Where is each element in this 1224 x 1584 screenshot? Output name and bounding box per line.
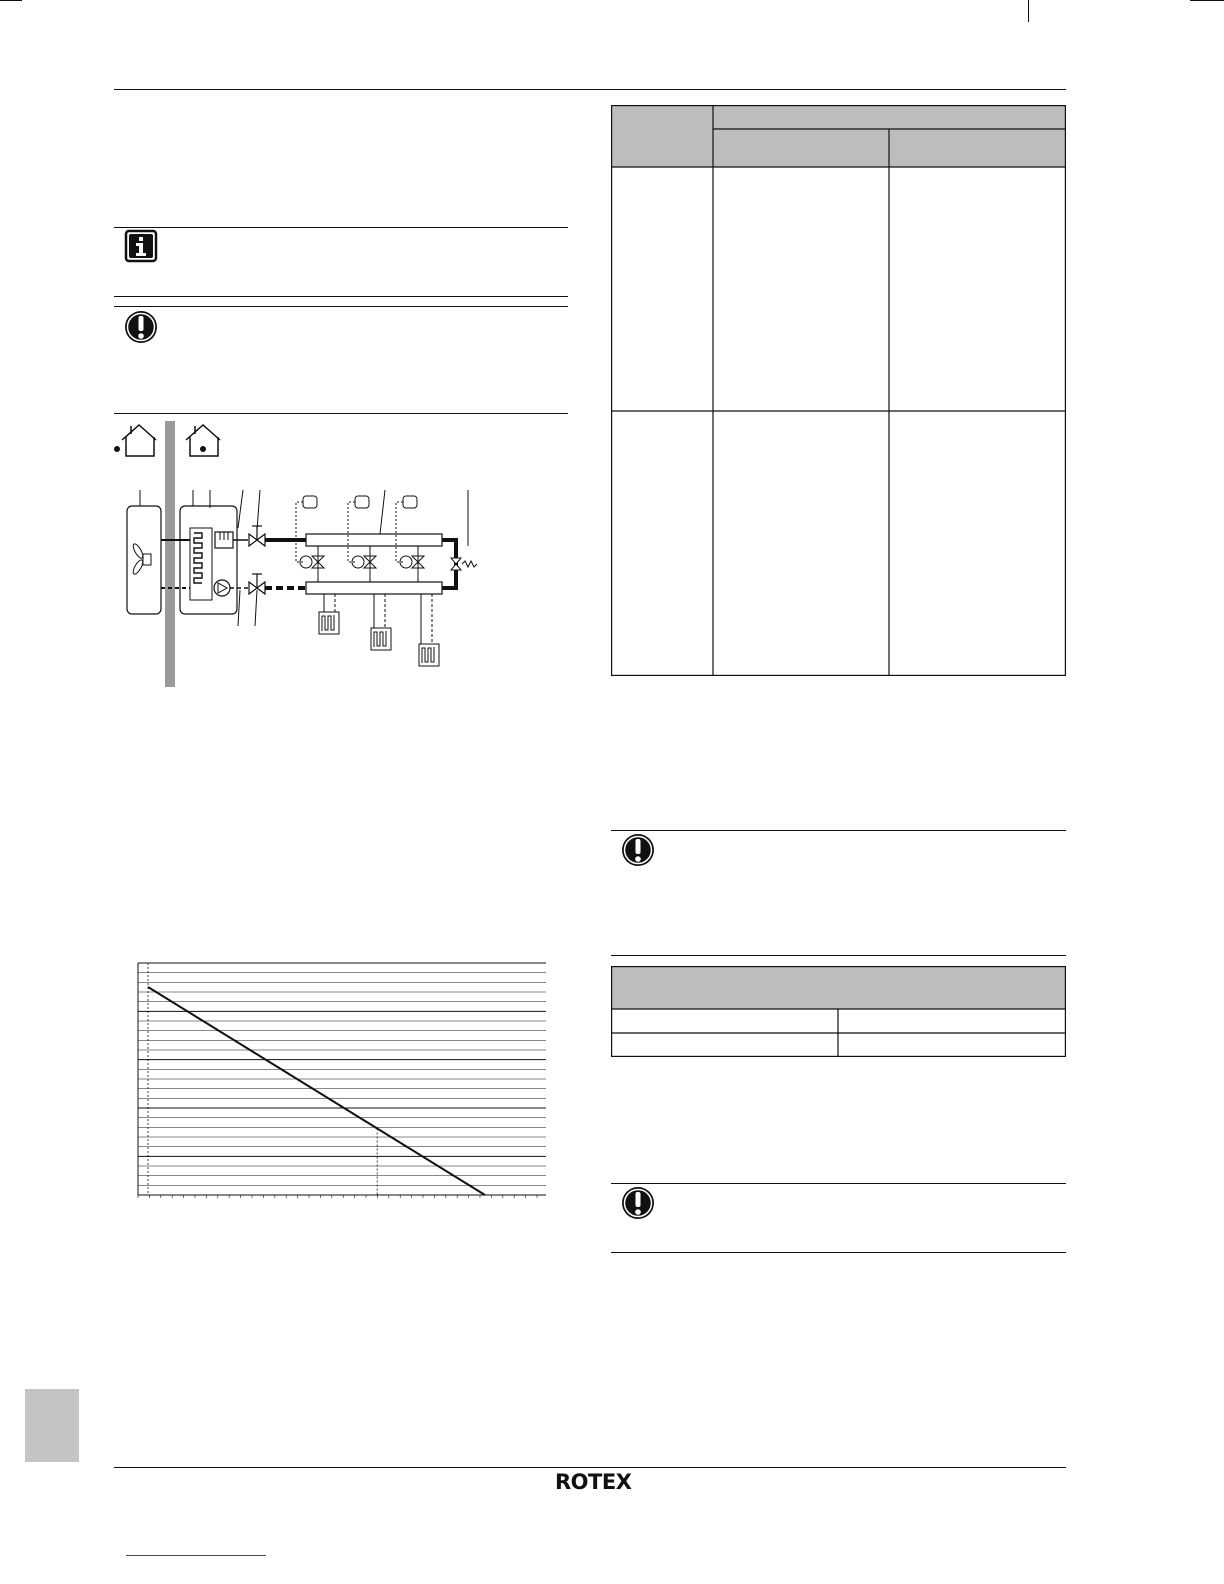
info-icon xyxy=(124,229,158,268)
exclamation-icon xyxy=(123,309,159,350)
exclamation-icon xyxy=(620,832,656,873)
footer-rule xyxy=(114,1467,1066,1468)
note2-top-rule xyxy=(611,830,1066,831)
system-diagram xyxy=(110,418,490,690)
fan-icon xyxy=(131,543,151,576)
house-indoor-icon xyxy=(186,425,220,456)
note3-top-rule xyxy=(611,1183,1066,1184)
spec-table xyxy=(611,105,1066,676)
warning-note-bottom-rule xyxy=(114,413,568,414)
return-manifold xyxy=(306,582,442,594)
brand-logo: ROTEX xyxy=(555,1470,632,1494)
warning-note-top-rule xyxy=(114,306,568,307)
series-line xyxy=(148,987,485,1195)
chapter-side-tab xyxy=(25,1389,79,1462)
crop-mark-top-right xyxy=(1190,0,1224,1)
crop-mark-top-left xyxy=(0,0,22,1)
note2-bottom-rule xyxy=(611,955,1066,956)
indoor-unit xyxy=(180,506,237,614)
note3-bottom-rule xyxy=(611,1252,1066,1253)
exclamation-icon xyxy=(620,1185,656,1226)
info-note-top-rule xyxy=(114,227,568,228)
supply-manifold xyxy=(306,534,442,546)
crop-mark-top-mid xyxy=(1028,0,1029,22)
header-rule xyxy=(114,89,1066,90)
shutoff-valve-top xyxy=(249,526,265,546)
outdoor-unit xyxy=(127,506,161,614)
small-table xyxy=(611,966,1066,1057)
footer-link-underline[interactable] xyxy=(126,1555,266,1556)
info-note-bottom-rule xyxy=(114,296,568,297)
house-outdoor-icon xyxy=(114,425,156,456)
line-chart xyxy=(128,955,552,1200)
wall xyxy=(165,421,175,687)
